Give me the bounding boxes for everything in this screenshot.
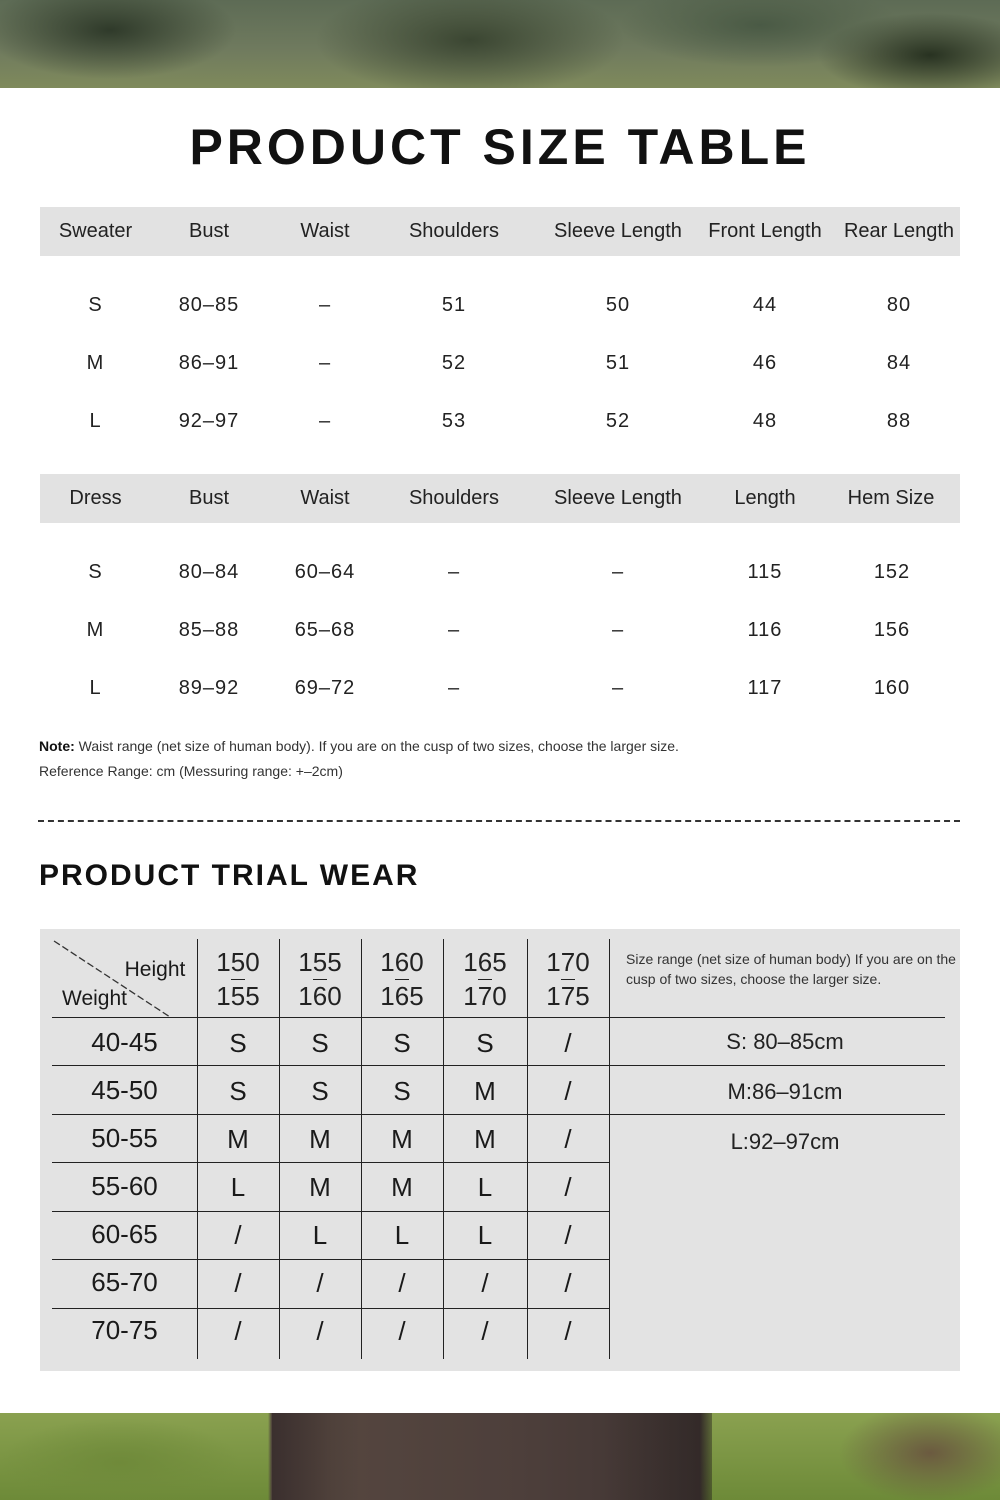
size-cell: / [398,1315,406,1346]
size-range-l: L:92–97cm [730,1129,840,1154]
header-cell: Sleeve Length [554,487,682,509]
size-cell: / [564,1123,572,1154]
table-cell: 69–72 [294,676,356,699]
table-cell: – [318,409,332,432]
table-cell: 46 [752,351,778,374]
size-cell: M [309,1123,331,1154]
table-cell: 44 [752,293,778,316]
table-cell: 65–68 [294,618,356,641]
trial-wear-title: PRODUCT TRIAL WEAR [39,859,420,892]
table-cell: 52 [605,409,631,432]
height-to: 165 [380,980,424,1011]
header-photo [0,0,1000,88]
size-cell: / [564,1267,572,1298]
note-label: Note: [39,738,75,754]
size-cell: S [393,1027,411,1058]
grid-line [52,1017,945,1018]
weight-cell: 55-60 [91,1170,158,1201]
table-cell: 80–84 [178,560,240,583]
weight-cell: 40-45 [91,1026,158,1057]
size-cell: S [311,1075,329,1106]
section-divider [38,820,960,822]
height-from: 170 [546,946,590,977]
height-from: 150 [216,946,260,977]
table-row [40,334,960,392]
header-cell: Hem Size [847,487,935,509]
table-cell: 152 [873,560,911,583]
height-to: 160 [298,980,342,1011]
reference-range-note: Reference Range: cm (Messuring range: +–2cm) [39,763,343,779]
header-cell: Sweater [58,220,133,242]
header-cell: Bust [188,220,230,242]
size-cell: L [230,1171,246,1202]
table-cell: – [447,560,461,583]
sweater-size-table [40,207,960,450]
size-cell: M [474,1075,496,1106]
size-note [39,738,679,754]
size-cell: S [393,1075,411,1106]
size-cell: / [564,1027,572,1058]
corner-weight-label: Weight [62,987,127,1010]
height-to: 170 [463,980,507,1011]
table-row [40,543,960,601]
corner-height-label: Height [124,958,186,981]
size-cell: / [564,1171,572,1202]
size-cell: / [234,1267,242,1298]
weight-cell: 50-55 [91,1122,158,1153]
header-cell: Dress [69,487,122,509]
size-cell: L [394,1219,410,1250]
size-cell: L [89,409,102,432]
size-cell: / [234,1219,242,1250]
grid-line [52,1162,609,1163]
size-cell: S [229,1027,247,1058]
table-cell: 60–64 [294,560,356,583]
size-cell: M [86,618,105,641]
table-cell: – [611,560,625,583]
size-cell: / [564,1219,572,1250]
table-cell: 85–88 [178,618,240,641]
weight-cell: 60-65 [91,1218,158,1249]
size-range-note: Size range (net size of human body) If you are on the cusp of two sizes, choose the larger size. [626,951,956,987]
table-row [40,276,960,334]
table-cell: – [318,351,332,374]
size-cell: M [391,1123,413,1154]
size-cell: L [312,1219,328,1250]
size-range-m: M:86–91cm [727,1079,843,1104]
table-cell: 52 [441,351,467,374]
table-cell: 84 [886,351,912,374]
header-cell: Waist [300,487,350,509]
height-from: 160 [380,946,424,977]
footer-photo-shading [272,1413,712,1500]
size-cell: M [309,1171,331,1202]
height-header [527,941,609,1017]
height-from: 165 [463,946,507,977]
size-cell: / [316,1267,324,1298]
size-cell: L [477,1171,493,1202]
table-cell: 51 [605,351,631,374]
height-header [279,941,361,1017]
table-cell: 80 [886,293,912,316]
height-header [443,941,527,1017]
page-title: PRODUCT SIZE TABLE [189,119,811,175]
size-cell: / [564,1075,572,1106]
height-from: 155 [298,946,342,977]
trial-wear-table [40,929,960,1371]
header-cell: Length [734,487,796,509]
size-cell: S [229,1075,247,1106]
table-row [40,392,960,450]
header-cell: Waist [300,220,350,242]
size-cell: / [234,1315,242,1346]
size-cell: M [474,1123,496,1154]
size-cell: / [481,1315,489,1346]
table-cell: – [318,293,332,316]
height-to: 175 [546,980,590,1011]
header-cell: Rear Length [843,220,955,242]
table-cell: – [611,676,625,699]
table-cell: 156 [873,618,911,641]
header-cell: Bust [188,487,230,509]
table-row [40,659,960,717]
table-cell: 88 [886,409,912,432]
size-cell: M [227,1123,249,1154]
table-cell: 117 [747,676,783,699]
height-header [197,941,279,1017]
size-cell: / [398,1267,406,1298]
weight-cell: 65-70 [91,1266,158,1297]
table-cell: 51 [441,293,467,316]
size-cell: L [89,676,102,699]
size-cell: S [88,293,103,316]
size-cell: / [316,1315,324,1346]
table-cell: – [447,618,461,641]
note-text: Waist range (net size of human body). If you are on the cusp of two sizes, choose the larger size. [74,738,679,754]
size-cell: L [477,1219,493,1250]
table-row [40,601,960,659]
table-cell: 80–85 [178,293,240,316]
size-cell: S [476,1027,494,1058]
height-header [361,941,443,1017]
height-to: 155 [216,980,260,1011]
header-cell: Shoulders [408,487,500,509]
grid-line [52,1065,945,1066]
table-cell: 115 [747,560,783,583]
size-cell: S [311,1027,329,1058]
sweater-header-row [40,207,960,256]
table-cell: – [447,676,461,699]
table-cell: 92–97 [178,409,240,432]
grid-line [52,1114,945,1115]
size-range-s: S: 80–85cm [726,1029,844,1054]
header-cell: Shoulders [408,220,500,242]
table-cell: – [611,618,625,641]
table-cell: 116 [747,618,783,641]
size-cell: M [86,351,105,374]
dress-size-table [40,474,960,717]
table-cell: 53 [441,409,467,432]
dress-header-row [40,474,960,523]
table-cell: 89–92 [178,676,240,699]
size-cell: / [481,1267,489,1298]
weight-cell: 70-75 [91,1314,158,1345]
table-cell: 50 [605,293,631,316]
weight-cell: 45-50 [91,1074,158,1105]
table-cell: 160 [873,676,911,699]
header-cell: Front Length [708,220,822,242]
size-cell: / [564,1315,572,1346]
header-cell: Sleeve Length [554,220,682,242]
table-cell: 48 [752,409,778,432]
size-cell: S [88,560,103,583]
table-cell: 86–91 [178,351,240,374]
size-cell: M [391,1171,413,1202]
